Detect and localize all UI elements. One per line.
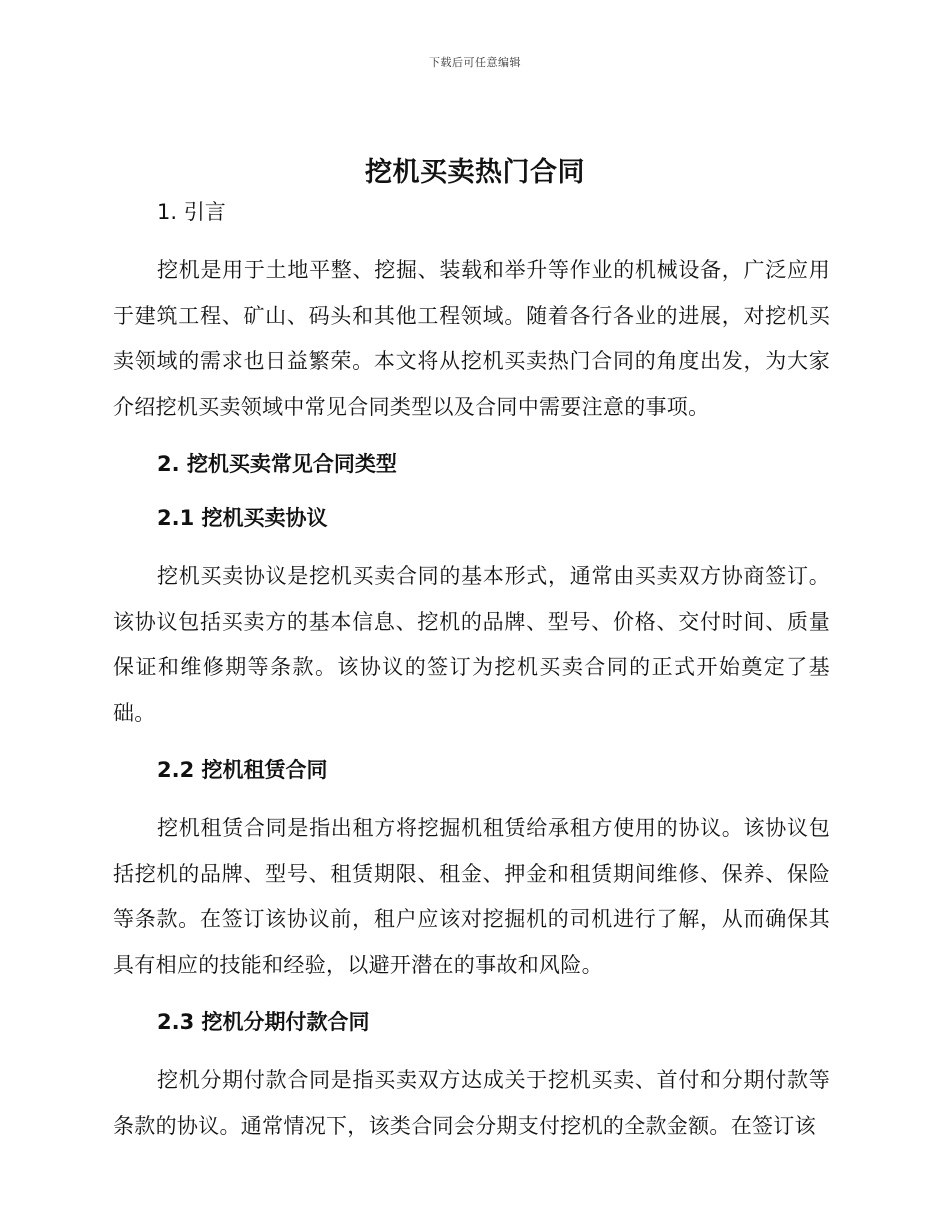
paragraph-2-2: 挖机租赁合同是指出租方将挖掘机租赁给承租方使用的协议。该协议包括挖机的品牌、型号、租赁期限、租金、押金和租赁期间维修、保养、保险等条款。在签订该协议前，租户应该对挖掘机的司机进行了解，从而确保其具有相应的技能和经验，以避开潜在的事故和风险。 (113, 816, 830, 977)
paragraph-2-3: 挖机分期付款合同是指买卖双方达成关于挖机买卖、首付和分期付款等条款的协议。通常情况下，该类合同会分期支付挖机的全款金额。在签订该 (113, 1068, 830, 1138)
section-heading-2-1: 2.1 挖机买卖协议 (157, 506, 328, 530)
paragraph-2-1: 挖机买卖协议是挖机买卖合同的基本形式，通常由买卖双方协商签订。该协议包括买卖方的基本信息、挖机的品牌、型号、价格、交付时间、质量保证和维修期等条款。该协议的签订为挖机买卖合同的正式开始奠定了基础。 (113, 564, 830, 725)
document-body (113, 194, 830, 1149)
document-title: 挖机买卖热门合同 (365, 157, 585, 188)
section-heading-intro: 1. 引言 (157, 200, 226, 224)
paragraph-intro: 挖机是用于土地平整、挖掘、装载和举升等作业的机械设备，广泛应用于建筑工程、矿山、码头和其他工程领域。随着各行各业的进展，对挖机买卖领域的需求也日益繁荣。本文将从挖机买卖热门合同的角度出发，为大家介绍挖机买卖领域中常见合同类型以及合同中需要注意的事项。 (113, 258, 830, 419)
section-heading-contract-types: 2. 挖机买卖常见合同类型 (157, 452, 397, 476)
section-heading-2-3: 2.3 挖机分期付款合同 (157, 1010, 370, 1034)
section-heading-2-2: 2.2 挖机租赁合同 (157, 758, 328, 782)
header-note: 下载后可任意编辑 (429, 56, 521, 69)
